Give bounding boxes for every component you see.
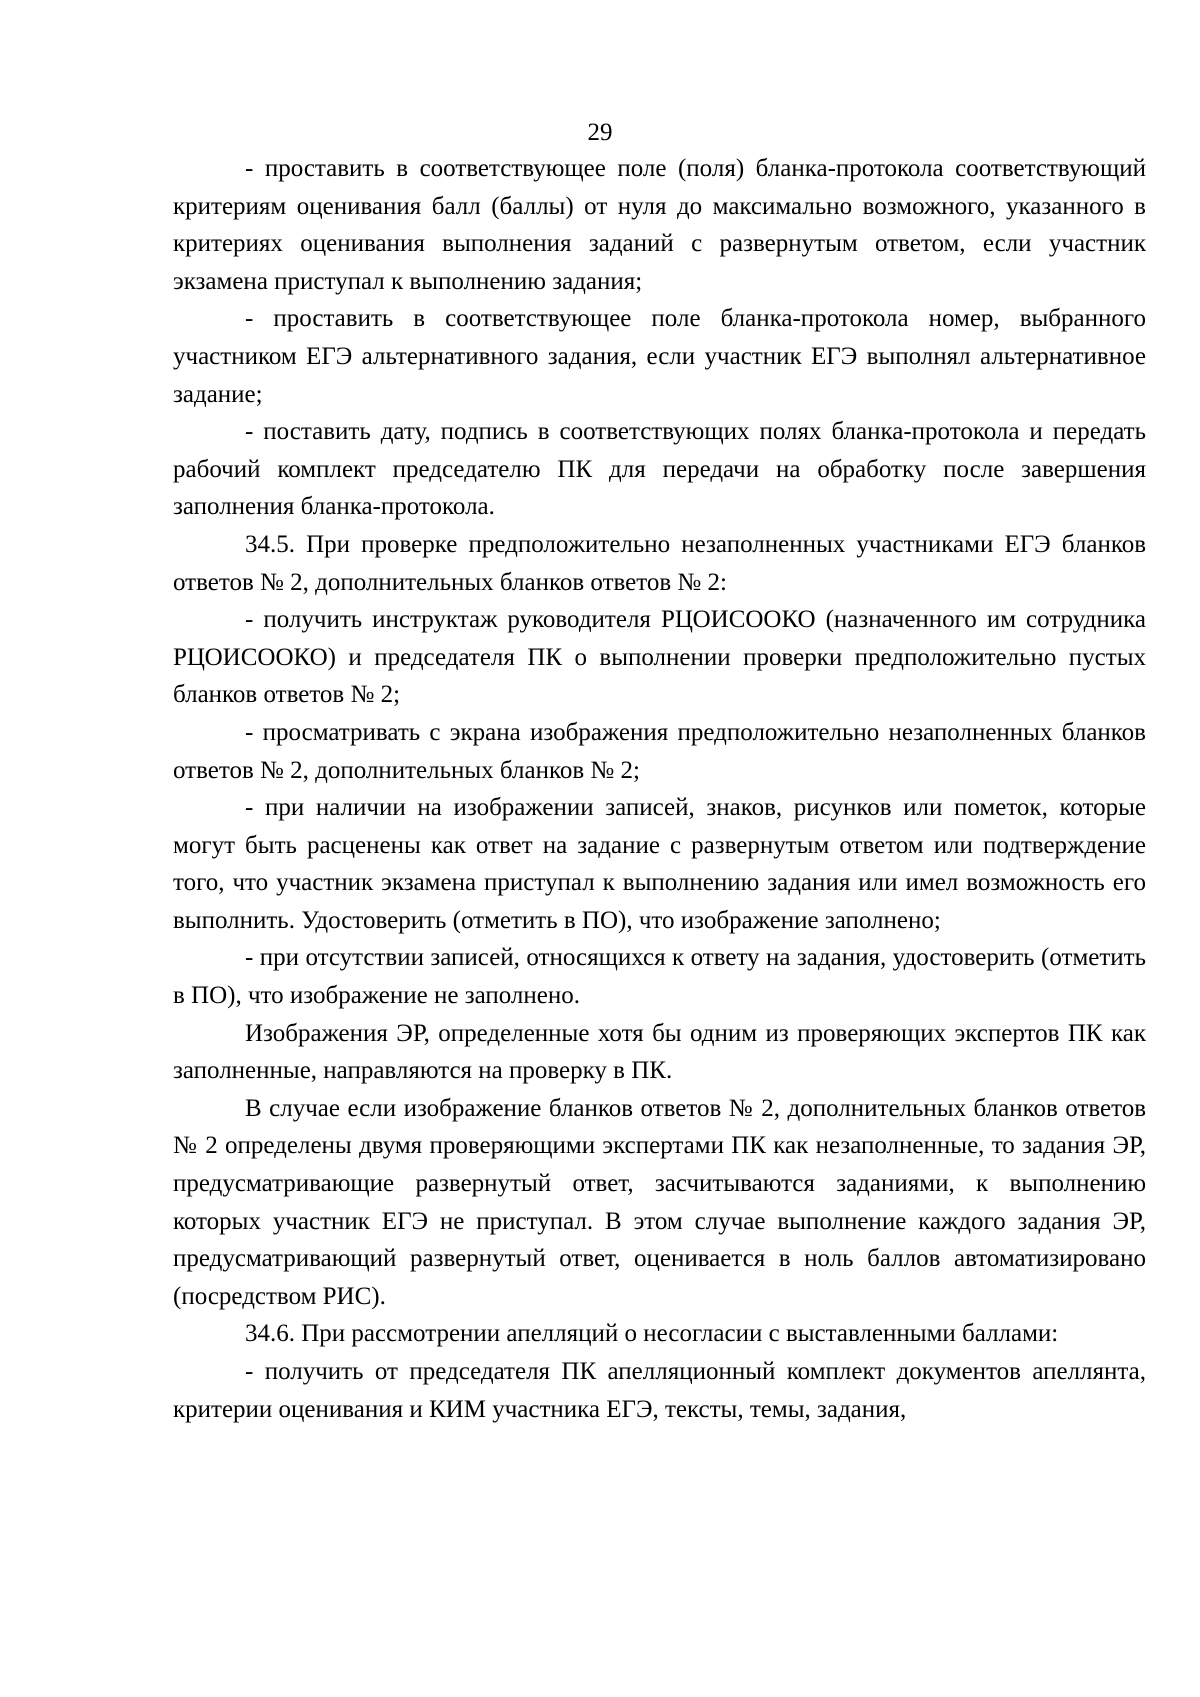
paragraph-8: - при отсутствии записей, относящихся к ответу на задания, удостоверить (отметить в ПО), что изображение не заполнено. (173, 944, 1146, 1010)
paragraph-6: - просматривать с экрана изображения предположительно незаполненных бланков ответов № 2, дополнительных бланков № 2; (173, 718, 1146, 784)
paragraph-section-34-5: 34.5. При проверке предположительно незаполненных участниками ЕГЭ бланков ответов № 2, дополнительных бланков ответов № 2: (173, 530, 1146, 596)
paragraph-9: Изображения ЭР, определенные хотя бы одним из проверяющих экспертов ПК как заполненные, направляются на проверку в ПК. (173, 1019, 1146, 1085)
paragraph-1: - проставить в соответствующее поле (поля) бланка-протокола соответствующий критериям оценивания балл (баллы) от нуля до максимально возможного, указанного в критериях оценивания выполнения заданий с развернутым ответом, если участник экзамена приступал к выполнению задания; (173, 155, 1146, 295)
document-body (173, 150, 1146, 1428)
paragraph-section-34-6: 34.6. При рассмотрении апелляций о несогласии с выставленными баллами: (245, 1320, 1059, 1348)
paragraph-12: - получить от председателя ПК апелляционный комплект документов апеллянта, критерии оценивания и КИМ участника ЕГЭ, тексты, темы, задания, (173, 1358, 1146, 1423)
paragraph-3: - поставить дату, подпись в соответствующих полях бланка-протокола и передать рабочий комплект председателю ПК для передачи на обработку после завершения заполнения бланка-протокола. (173, 418, 1146, 521)
paragraph-10: В случае если изображение бланков ответов № 2, дополнительных бланков ответов № 2 определены двумя проверяющими экспертами ПК как незаполненные, то задания ЭР, предусматривающие развернутый ответ, засчитываются заданиями, к выполнению которых участник ЕГЭ не приступал. В этом случае выполнение каждого задания ЭР, предусматривающий развернутый ответ, оценивается в ноль баллов автоматизировано (посредством РИС). (173, 1094, 1146, 1310)
paragraph-7: - при наличии на изображении записей, знаков, рисунков или пометок, которые могут быть расценены как ответ на задание с развернутым ответом или подтверждение того, что участник экзамена приступал к выполнению задания или имел возможность его выполнить. Удостоверить (отметить в ПО), что изображение заполнено; (173, 794, 1146, 934)
page-number: 29 (587, 119, 613, 146)
paragraph-5: - получить инструктаж руководителя РЦОИСООКО (назначенного им сотрудника РЦОИСООКО) и председателя ПК о выполнении проверки предположительно пустых бланков ответов № 2; (173, 606, 1146, 709)
paragraph-2: - проставить в соответствующее поле бланка-протокола номер, выбранного участником ЕГЭ альтернативного задания, если участник ЕГЭ выполнял альтернативное задание; (173, 305, 1146, 408)
